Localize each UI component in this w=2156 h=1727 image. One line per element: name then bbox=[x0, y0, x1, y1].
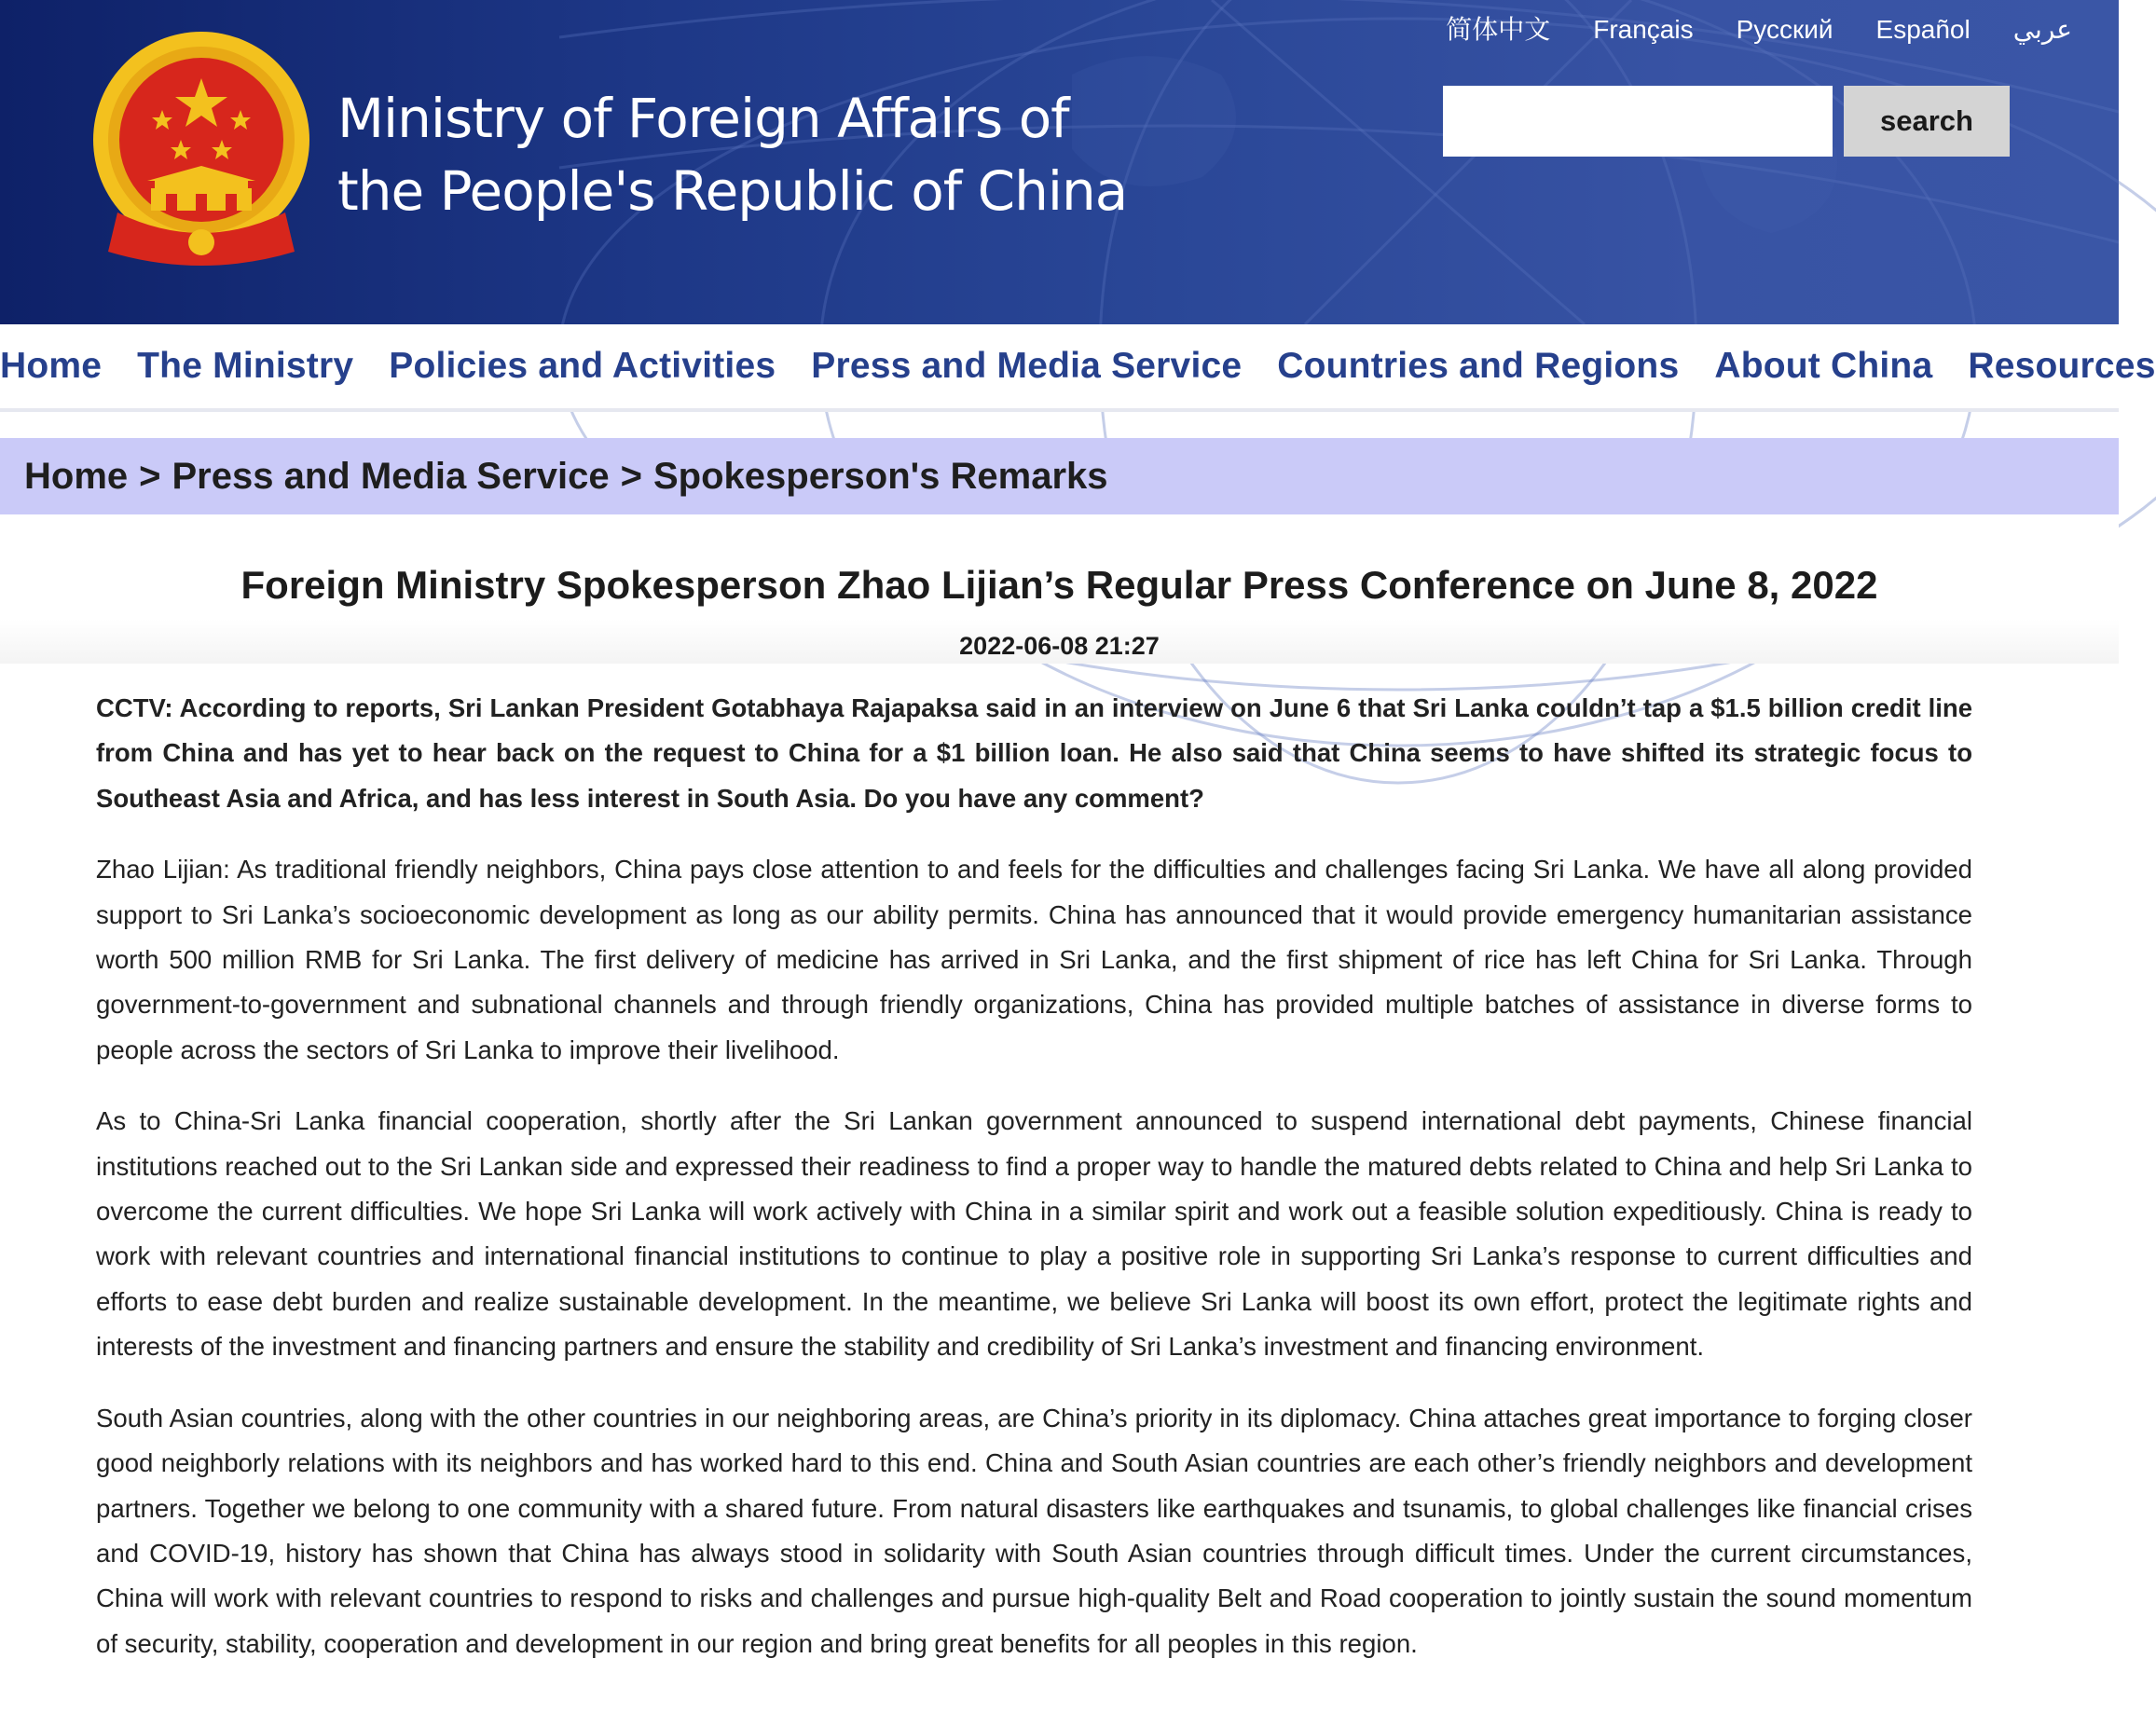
nav-item-resources[interactable]: Resources bbox=[1968, 346, 2156, 386]
breadcrumb-spokespersons-remarks[interactable]: Spokesperson's Remarks bbox=[653, 455, 1108, 497]
breadcrumb-press-and-media-service[interactable]: Press and Media Service bbox=[172, 455, 610, 497]
nav-item-the-ministry[interactable]: The Ministry bbox=[137, 346, 354, 386]
nav-item-about-china[interactable]: About China bbox=[1714, 346, 1933, 386]
article-paragraph: Zhao Lijian: As traditional friendly neighbors, China pays close attention to and feels for the difficulties and challenges facing Sri Lanka. We have all along provided support to Sri Lanka’s socioeconomic development as long as our ability permits. China has announced that it would provide emergency humanitarian assistance worth 500 million RMB for Sri Lanka. The first delivery of medicine has arrived in Sri Lanka, and the first shipment of rice has left China for Sri Lanka. Through government-to-government and subnational channels and through friendly organizations, China has provided multiple batches of assistance in diverse forms to people across the sectors of Sri Lanka to improve their livelihood. bbox=[96, 855, 1972, 1064]
site-title-line-1: Ministry of Foreign Affairs of bbox=[337, 87, 1069, 150]
article-title: Foreign Ministry Spokesperson Zhao Lijian’s Regular Press Conference on June 8, 2022 bbox=[240, 563, 1878, 607]
search-input[interactable] bbox=[1443, 86, 1833, 157]
article-header bbox=[0, 514, 2119, 664]
main-navigation bbox=[0, 324, 2156, 412]
breadcrumb-separator: > bbox=[620, 455, 642, 497]
nav-item-home[interactable]: Home bbox=[0, 346, 103, 386]
breadcrumb-home[interactable]: Home bbox=[24, 455, 129, 497]
breadcrumb bbox=[0, 438, 2119, 514]
search-button[interactable]: search bbox=[1844, 86, 2010, 157]
site-title-line-2: the People's Republic of China bbox=[337, 159, 1128, 223]
lang-link-spanish[interactable]: Español bbox=[1875, 15, 1971, 44]
site-title[interactable] bbox=[337, 82, 1127, 227]
site-header bbox=[0, 0, 2119, 324]
nav-item-countries-and-regions[interactable]: Countries and Regions bbox=[1277, 346, 1680, 386]
nav-item-press-and-media-service[interactable]: Press and Media Service bbox=[811, 346, 1243, 386]
national-emblem-icon bbox=[89, 30, 313, 268]
nav-item-policies-and-activities[interactable]: Policies and Activities bbox=[389, 346, 776, 386]
article-date: 2022-06-08 21:27 bbox=[959, 632, 1160, 660]
article-paragraph: South Asian countries, along with the other countries in our neighboring areas, are China’s priority in its diplomacy. China attaches great importance to forging closer good neighborly relations with its neighbors and has worked hard to this end. China and South Asian countries are each other’s friendly neighbors and development partners. Together we belong to one community with a shared future. From natural disasters like earthquakes and tsunamis, to global challenges like financial crises and COVID-19, history has shown that China has always stood in solidarity with South Asian countries through difficult times. Under the current circumstances, China will work with relevant countries to respond to risks and challenges and pursue high-quality Belt and Road cooperation to jointly sustain the sound momentum of security, stability, cooperation and development in our region and bring great benefits for all peoples in this region. bbox=[96, 1403, 1972, 1658]
language-switcher bbox=[1446, 11, 2072, 48]
article-paragraph: As to China-Sri Lanka financial cooperation, shortly after the Sri Lankan government announced to suspend international debt payments, Chinese financial institutions reached out to the Sri Lankan side and expressed their readiness to find a proper way to handle the matured debts related to China and help Sri Lanka to overcome the current difficulties. We hope Sri Lanka will work actively with China in a similar spirit and work out a feasible solution expeditiously. China is ready to work with relevant countries and international financial institutions to continue to play a positive role in supporting Sri Lanka’s response to current difficulties and efforts to ease debt burden and realize sustainable development. In the meantime, we believe Sri Lanka will boost its own effort, protect the legitimate rights and interests of the investment and financing partners and ensure the stability and credibility of Sri Lanka’s investment and financing environment. bbox=[96, 1106, 1972, 1362]
lang-link-chinese[interactable]: 简体中文 bbox=[1446, 15, 1551, 44]
article-body bbox=[96, 686, 1972, 1693]
lang-link-french[interactable]: Français bbox=[1593, 15, 1694, 44]
article-paragraph-question: CCTV: According to reports, Sri Lankan President Gotabhaya Rajapaksa said in an interview on June 6 that Sri Lanka couldn’t tap a $1.5 billion credit line from China and has yet to hear back on the request to China for a $1 billion loan. He also said that China seems to have shifted its strategic focus to Southeast Asia and Africa, and has less interest in South Asia. Do you have any comment? bbox=[96, 693, 1972, 813]
lang-link-russian[interactable]: Русский bbox=[1736, 15, 1833, 44]
breadcrumb-separator: > bbox=[139, 455, 161, 497]
lang-link-arabic[interactable]: عربي bbox=[2012, 15, 2072, 44]
